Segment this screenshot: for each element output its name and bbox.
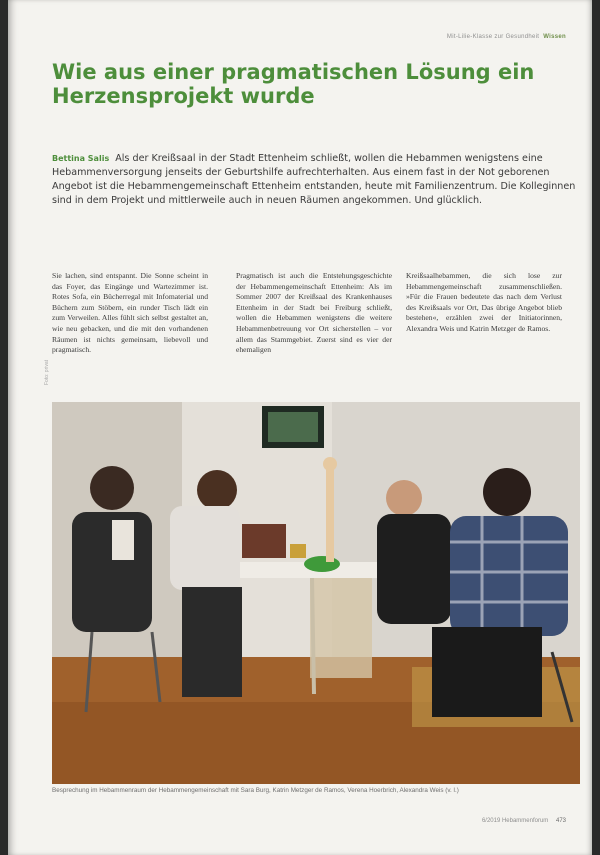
lead-text: Als der Kreißsaal in der Stadt Ettenheim schließt, wollen die Hebammen wenigstens eine Hebammenversorgung jenseits der Geburtshilfe aufrechterhalten. Aus einem fast in der Not geborenen Angebot ist die Hebammengemeinschaft Ettenheim entstanden, heute mit Familienzentrum. Die Kolleginnen sind in dem Projekt und mittlerweile auch in neuen Räumen angekommen. Und glücklich. [52,153,576,206]
photo-illustration [52,402,580,784]
article-photo [52,402,580,784]
author-name: Bettina Salis [52,154,110,163]
page-number: 473 [555,818,566,824]
body-column-2: Pragmatisch ist auch die Entstehungsgeschichte der Hebammengemeinschaft Ettenheim: Als im Sommer 2007 der Kreißsaal des Krankenhauses Ettenheim in der Stadt bei Freiburg schließt, wollen die Hebammen wenigstens die weitere Hebammenbetreuung vor Ort sicherstellen – vor allem das Stammgebiet. Zuerst sind es vier der ehemaligen [236,271,392,355]
photo-credit: Foto: privat [44,359,50,385]
photo-caption: Besprechung im Hebammenraum der Hebammengemeinschaft mit Sara Burg, Katrin Metzger de Ramos, Verena Hoerbrich, Alexandra Weis (v. l.) [52,787,459,794]
article-lead [52,152,578,208]
running-head-text: Mit-Lilie-Klasse zur Gesundheit [446,34,540,40]
magazine-page [8,0,592,855]
running-head [447,34,566,40]
article-title: Wie aus einer pragmatischen Lösung ein Herzensprojekt wurde [52,60,535,108]
body-column-1: Sie lachen, sind entspannt. Die Sonne scheint in das Foyer, das Eingänge und Wartezimmer ist. Rotes Sofa, ein Bücherregal mit Infomaterial und Büchern zum Stöbern, ein runder Tisch lädt ein zum Verweilen. Alles fühlt sich selbst gestaltet an, wie neu gebacken, und die mit den vorhandenen Räumen ist nichts gemeinsam, liebevoll und pragmatisch. [52,271,208,355]
issue-label: 6/2019 Hebammenforum [481,818,549,824]
body-column-3: Kreißsaalhebammen, die sich lose zur Hebammengemeinschaft zusammenschließen. »Für die Frauen bedeutete das nach dem Verlust des Kreißsaals vor Ort, Das übrige Angebot blieb bestehen«, erzählen zwei der Initiatorinnen, Alexandra Weis und Katrin Metzger de Ramos. [406,271,562,333]
page-footer [482,818,566,824]
section-label: Wissen [543,34,566,40]
